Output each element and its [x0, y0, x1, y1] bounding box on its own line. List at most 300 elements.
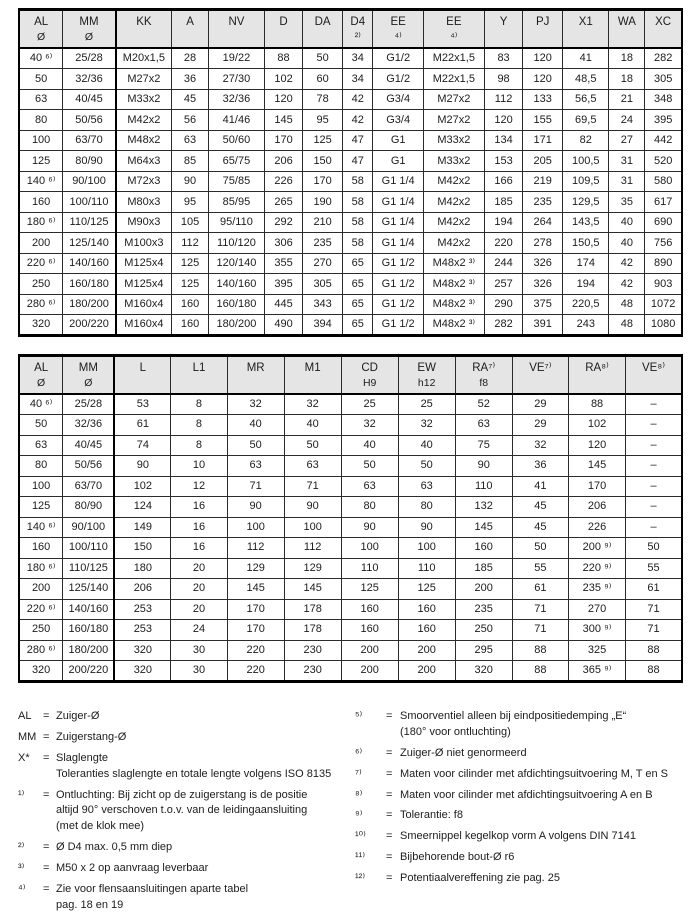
table-cell: M20x1,5 — [116, 48, 172, 69]
table-cell: 95 — [303, 110, 343, 131]
table-cell: M42x2 — [423, 212, 484, 233]
table-cell: 50 — [512, 538, 568, 559]
footnote — [18, 840, 355, 856]
header-row — [19, 10, 682, 49]
table-cell: 58 — [343, 171, 373, 192]
table-cell: M22x1,5 — [423, 48, 484, 69]
table-row — [19, 620, 682, 641]
footnote-term: ⁴⁾ — [18, 883, 26, 896]
table-row — [19, 394, 682, 415]
table-cell: 1072 — [645, 294, 682, 315]
table-cell: 160 — [398, 620, 455, 641]
table-cell: 65/75 — [209, 151, 265, 172]
table-cell: 129 — [284, 558, 341, 579]
footnote-term: ⁹⁾ — [355, 809, 363, 822]
table-cell: 210 — [303, 212, 343, 233]
footnote-equals: = — [386, 788, 393, 801]
table-cell: 95 — [171, 192, 208, 213]
table-cell: M48x2 — [116, 130, 172, 151]
table-cell: 78 — [303, 89, 343, 110]
table-cell: 32/36 — [209, 89, 265, 110]
table-cell: 90 — [114, 456, 170, 477]
table-cell: 50 — [303, 48, 343, 69]
table-cell: 120/140 — [209, 253, 265, 274]
table-cell: 88 — [626, 661, 682, 682]
table-cell: 58 — [343, 192, 373, 213]
table-row — [19, 48, 682, 69]
column-header: RA⁸⁾ — [569, 355, 626, 394]
table-cell: 1080 — [645, 315, 682, 336]
table-cell: 185 — [455, 558, 512, 579]
footnote — [18, 709, 355, 725]
table-cell: 365 ⁹⁾ — [569, 661, 626, 682]
table-cell: 112 — [284, 538, 341, 559]
footnote-text: Bijbehorende bout-Ø r6 — [400, 851, 515, 864]
table-cell: 50 — [19, 69, 63, 90]
table-row — [19, 171, 682, 192]
table-cell: 69,5 — [563, 110, 609, 131]
table-row — [19, 476, 682, 497]
table-cell: 180/200 — [63, 640, 115, 661]
table-cell: 200 — [19, 233, 63, 254]
table-cell: 50 — [398, 456, 455, 477]
table-cell: 160 — [19, 192, 63, 213]
column-header: D4 ²⁾ — [343, 10, 373, 49]
table-cell: 60 — [303, 69, 343, 90]
table-cell: G1 1/4 — [373, 233, 423, 254]
footnote-term: X* — [18, 751, 30, 764]
table-cell: 890 — [645, 253, 682, 274]
footnote-equals: = — [43, 862, 50, 875]
table-cell: 124 — [114, 497, 170, 518]
table-cell: 61 — [114, 415, 170, 436]
table-cell: 74 — [114, 435, 170, 456]
table-cell: 160 — [19, 538, 63, 559]
table-cell: 41 — [563, 48, 609, 69]
table-cell: 8 — [171, 394, 227, 415]
table-cell: 42 — [343, 110, 373, 131]
table-cell: 31 — [609, 171, 645, 192]
footnote-text: Slaglengte Toleranties slaglengte en totale lengte volgens ISO 8135 — [56, 751, 332, 780]
footnotes-section — [18, 709, 683, 919]
footnote — [18, 751, 355, 783]
table-cell: M27x2 — [116, 69, 172, 90]
dimensions-table-1 — [18, 8, 683, 337]
table-cell: 120 — [264, 89, 302, 110]
table-cell: 53 — [114, 394, 170, 415]
footnote — [355, 871, 683, 887]
table-cell: 100 — [227, 517, 284, 538]
table-cell: 290 — [484, 294, 522, 315]
table-cell: 200 ⁹⁾ — [569, 538, 626, 559]
table-cell: 150 — [303, 151, 343, 172]
table-cell: 20 — [171, 599, 227, 620]
table-cell: 63/70 — [63, 476, 115, 497]
table-cell: 375 — [523, 294, 563, 315]
table-cell: 100 — [19, 476, 63, 497]
table-cell: 143,5 — [563, 212, 609, 233]
table-cell: 65 — [343, 294, 373, 315]
table-cell: 617 — [645, 192, 682, 213]
table-cell: 220,5 — [563, 294, 609, 315]
table-cell: 445 — [264, 294, 302, 315]
table-cell: 109,5 — [563, 171, 609, 192]
table-cell: 10 — [171, 456, 227, 477]
table-cell: 112 — [484, 89, 522, 110]
table-cell: 63 — [171, 130, 208, 151]
table-cell: 63 — [227, 456, 284, 477]
table-cell: 180/200 — [63, 294, 116, 315]
table-cell: 90 — [171, 171, 208, 192]
table-cell: 80/90 — [63, 151, 116, 172]
table-cell: 150 — [114, 538, 170, 559]
table-cell: 32 — [341, 415, 398, 436]
table-cell: 50 — [19, 415, 63, 436]
table-cell: 25 — [398, 394, 455, 415]
table-cell: M42x2 — [423, 171, 484, 192]
table-row — [19, 456, 682, 477]
footnote-text: Maten voor cilinder met afdichtingsuitvoering M, T en S — [400, 767, 669, 780]
table-cell: 145 — [284, 579, 341, 600]
table-cell: – — [626, 394, 682, 415]
table-cell: – — [626, 415, 682, 436]
table-cell: G3/4 — [373, 110, 423, 131]
table-cell: 45 — [512, 497, 568, 518]
table-cell: 80 — [341, 497, 398, 518]
footnote-text: Ø D4 max. 0,5 mm diep — [56, 841, 173, 854]
table-cell: 63 — [19, 89, 63, 110]
table-cell: 265 — [264, 192, 302, 213]
table-cell: 219 — [523, 171, 563, 192]
table-row — [19, 661, 682, 682]
table-cell: 230 — [284, 640, 341, 661]
table-cell: 125 — [171, 253, 208, 274]
table-cell: 326 — [523, 253, 563, 274]
table-row — [19, 274, 682, 295]
table-cell: 102 — [264, 69, 302, 90]
table-cell: M42x2 — [116, 110, 172, 131]
footnote — [355, 808, 683, 824]
table-cell: 253 — [114, 620, 170, 641]
footnote-term: ⁶⁾ — [355, 746, 363, 759]
table-cell: 40 — [227, 415, 284, 436]
table-cell: 170 — [227, 599, 284, 620]
table-gap — [18, 337, 683, 354]
table-cell: 171 — [523, 130, 563, 151]
footnote-text: Ontluchting: Bij zicht op de zuigerstang is de positie altijd 90° verschoven t.o.v. van de leidingaansluiting (met de klok mee) — [56, 788, 308, 833]
table-cell: 63 — [19, 435, 63, 456]
table-cell: 40 — [398, 435, 455, 456]
table-cell: 65 — [343, 253, 373, 274]
table-cell: 442 — [645, 130, 682, 151]
table-cell: 40 ⁶⁾ — [19, 394, 63, 415]
table-cell: 80 — [398, 497, 455, 518]
column-header: KK — [116, 10, 172, 49]
table-cell: 205 — [523, 151, 563, 172]
footnote-term: ³⁾ — [18, 862, 25, 875]
table-cell: 580 — [645, 171, 682, 192]
table-cell: 24 — [609, 110, 645, 131]
table-cell: M22x1,5 — [423, 69, 484, 90]
footnote-term: ²⁾ — [18, 841, 25, 854]
table-cell: 343 — [303, 294, 343, 315]
footnote-equals: = — [43, 841, 50, 854]
footnote-text: M50 x 2 op aanvraag leverbaar — [56, 862, 209, 875]
table-cell: G3/4 — [373, 89, 423, 110]
table-cell: 257 — [484, 274, 522, 295]
table-cell: 200 — [341, 640, 398, 661]
table-cell: 34 — [343, 69, 373, 90]
table-cell: 145 — [569, 456, 626, 477]
table-cell: 45 — [171, 89, 208, 110]
table-cell: M125x4 — [116, 253, 172, 274]
table-cell: 145 — [264, 110, 302, 131]
table-cell: 90/100 — [63, 517, 115, 538]
table-cell: 35 — [609, 192, 645, 213]
table-cell: 145 — [455, 517, 512, 538]
table-cell: 160/180 — [63, 274, 116, 295]
table-cell: G1 1/4 — [373, 171, 423, 192]
table-cell: 200 — [398, 640, 455, 661]
table-cell: 41 — [512, 476, 568, 497]
table-cell: 98 — [484, 69, 522, 90]
table-cell: 264 — [523, 212, 563, 233]
table-cell: 250 — [455, 620, 512, 641]
table-cell: 220 — [227, 661, 284, 682]
table-cell: 71 — [626, 620, 682, 641]
table-row — [19, 640, 682, 661]
table-cell: 395 — [645, 110, 682, 131]
table-cell: 75/85 — [209, 171, 265, 192]
table-cell: 95/110 — [209, 212, 265, 233]
column-header: A — [171, 10, 208, 49]
table-cell: 160 — [171, 294, 208, 315]
table-cell: 306 — [264, 233, 302, 254]
table-cell: 25 — [341, 394, 398, 415]
table-cell: 206 — [114, 579, 170, 600]
table-cell: 125 — [398, 579, 455, 600]
table-cell: 220 ⁶⁾ — [19, 253, 63, 274]
table-cell: 325 — [569, 640, 626, 661]
table-cell: 65 — [343, 274, 373, 295]
table-cell: 355 — [264, 253, 302, 274]
table-cell: 140 ⁶⁾ — [19, 517, 63, 538]
table-row — [19, 315, 682, 336]
table-cell: 140/160 — [209, 274, 265, 295]
table-cell: 282 — [645, 48, 682, 69]
table-row — [19, 192, 682, 213]
table-cell: 50 — [284, 435, 341, 456]
table-cell: 110 — [398, 558, 455, 579]
table-cell: 12 — [171, 476, 227, 497]
table-cell: 110/120 — [209, 233, 265, 254]
footnote — [18, 861, 355, 877]
table-cell: 50 — [341, 456, 398, 477]
table-cell: 155 — [523, 110, 563, 131]
footnote-term: MM — [18, 730, 37, 743]
table-cell: 300 ⁹⁾ — [569, 620, 626, 641]
table-cell: 61 — [512, 579, 568, 600]
table-cell: 391 — [523, 315, 563, 336]
table-cell: 200/220 — [63, 315, 116, 336]
table-cell: 88 — [512, 640, 568, 661]
table-cell: 140/160 — [63, 599, 115, 620]
table-cell: 63 — [398, 476, 455, 497]
table-cell: 243 — [563, 315, 609, 336]
table-cell: 200 — [19, 579, 63, 600]
table-cell: 280 ⁶⁾ — [19, 294, 63, 315]
table-cell: 32 — [398, 415, 455, 436]
table-cell: 90 — [341, 517, 398, 538]
table-cell: 90/100 — [63, 171, 116, 192]
table-cell: G1/2 — [373, 48, 423, 69]
table-cell: 27/30 — [209, 69, 265, 90]
table-cell: 55 — [626, 558, 682, 579]
table-cell: 40 — [284, 415, 341, 436]
table-row — [19, 253, 682, 274]
table-row — [19, 538, 682, 559]
table-cell: M33x2 — [116, 89, 172, 110]
table-cell: M48x2 ³⁾ — [423, 315, 484, 336]
table-cell: 348 — [645, 89, 682, 110]
table-cell: 50 — [626, 538, 682, 559]
table-cell: 28 — [171, 48, 208, 69]
table-cell: 490 — [264, 315, 302, 336]
table-cell: 88 — [264, 48, 302, 69]
table-cell: G1 1/2 — [373, 315, 423, 336]
table-cell: 34 — [343, 48, 373, 69]
table-cell: 56,5 — [563, 89, 609, 110]
table-cell: 100/110 — [63, 538, 115, 559]
table-cell: 48 — [609, 294, 645, 315]
table-cell: 282 — [484, 315, 522, 336]
table-cell: 244 — [484, 253, 522, 274]
table-cell: M160x4 — [116, 315, 172, 336]
footnote-term: ¹¹⁾ — [355, 851, 366, 864]
footnote-text: Maten voor cilinder met afdichtingsuitvoering A en B — [400, 788, 653, 801]
table-cell: 29 — [512, 415, 568, 436]
table-cell: 100/110 — [63, 192, 116, 213]
footnote-equals: = — [43, 730, 50, 743]
table-cell: 65 — [343, 315, 373, 336]
table-cell: 125/140 — [63, 579, 115, 600]
table-cell: – — [626, 435, 682, 456]
column-header: CD H9 — [341, 355, 398, 394]
table-row — [19, 517, 682, 538]
table-cell: 160 — [455, 538, 512, 559]
table-cell: 326 — [523, 274, 563, 295]
table-cell: 270 — [303, 253, 343, 274]
table-cell: 903 — [645, 274, 682, 295]
footnote-equals: = — [386, 746, 393, 759]
table-cell: 320 — [19, 661, 63, 682]
footnote-equals: = — [43, 788, 50, 801]
table-cell: G1 — [373, 130, 423, 151]
table-cell: 125 — [171, 274, 208, 295]
table-cell: 48 — [609, 315, 645, 336]
column-header: MM Ø — [63, 355, 115, 394]
table-cell: 129 — [227, 558, 284, 579]
table-cell: 41/46 — [209, 110, 265, 131]
table-cell: 63 — [284, 456, 341, 477]
table-cell: 42 — [609, 274, 645, 295]
table-cell: 206 — [264, 151, 302, 172]
table-row — [19, 212, 682, 233]
table-cell: 8 — [171, 435, 227, 456]
table-cell: 278 — [523, 233, 563, 254]
footnote-equals: = — [386, 809, 393, 822]
footnote-term: AL — [18, 709, 32, 722]
table-cell: G1 1/2 — [373, 253, 423, 274]
footnote — [18, 730, 355, 746]
table-cell: 100,5 — [563, 151, 609, 172]
table-cell: 71 — [512, 620, 568, 641]
table-cell: 88 — [569, 394, 626, 415]
table-cell: 200/220 — [63, 661, 115, 682]
table-cell: 19/22 — [209, 48, 265, 69]
column-header: X1 — [563, 10, 609, 49]
table-cell: 16 — [171, 497, 227, 518]
table-cell: G1 1/2 — [373, 294, 423, 315]
footnote-equals: = — [43, 751, 50, 764]
table-cell: 90 — [455, 456, 512, 477]
table-cell: 63 — [455, 415, 512, 436]
table-cell: 29 — [512, 394, 568, 415]
table-cell: 166 — [484, 171, 522, 192]
table-cell: 102 — [569, 415, 626, 436]
table-cell: 170 — [303, 171, 343, 192]
footnote — [355, 850, 683, 866]
table-cell: 21 — [609, 89, 645, 110]
table-cell: 160 — [341, 599, 398, 620]
table-row — [19, 110, 682, 131]
table-cell: 20 — [171, 558, 227, 579]
table-cell: 110 — [341, 558, 398, 579]
table-cell: 178 — [284, 620, 341, 641]
table-cell: 235 — [523, 192, 563, 213]
table-cell: 63/70 — [63, 130, 116, 151]
table-cell: 125 — [19, 151, 63, 172]
table-cell: M42x2 — [423, 192, 484, 213]
table-cell: 235 ⁹⁾ — [569, 579, 626, 600]
footnote — [18, 882, 355, 914]
table-cell: 320 — [114, 640, 170, 661]
table-cell: 18 — [609, 48, 645, 69]
table-cell: 200 — [341, 661, 398, 682]
table-cell: 47 — [343, 130, 373, 151]
table-cell: 120 — [523, 69, 563, 90]
table-cell: 100 — [398, 538, 455, 559]
table-cell: 235 — [303, 233, 343, 254]
table-row — [19, 89, 682, 110]
table-cell: 110/125 — [63, 212, 116, 233]
table-cell: 125 — [19, 497, 63, 518]
footnote-equals: = — [386, 830, 393, 843]
table-cell: 120 — [484, 110, 522, 131]
table-cell: 150,5 — [563, 233, 609, 254]
table-cell: 18 — [609, 69, 645, 90]
table-cell: 88 — [626, 640, 682, 661]
table-cell: 180 — [114, 558, 170, 579]
table-cell: 280 ⁶⁾ — [19, 640, 63, 661]
table-cell: 174 — [563, 253, 609, 274]
footnote-text: Zuiger-Ø niet genormeerd — [400, 746, 527, 759]
table-cell: 25/28 — [63, 394, 115, 415]
table-cell: 194 — [563, 274, 609, 295]
table-row — [19, 435, 682, 456]
table-cell: 40 — [609, 233, 645, 254]
table-cell: 230 — [284, 661, 341, 682]
